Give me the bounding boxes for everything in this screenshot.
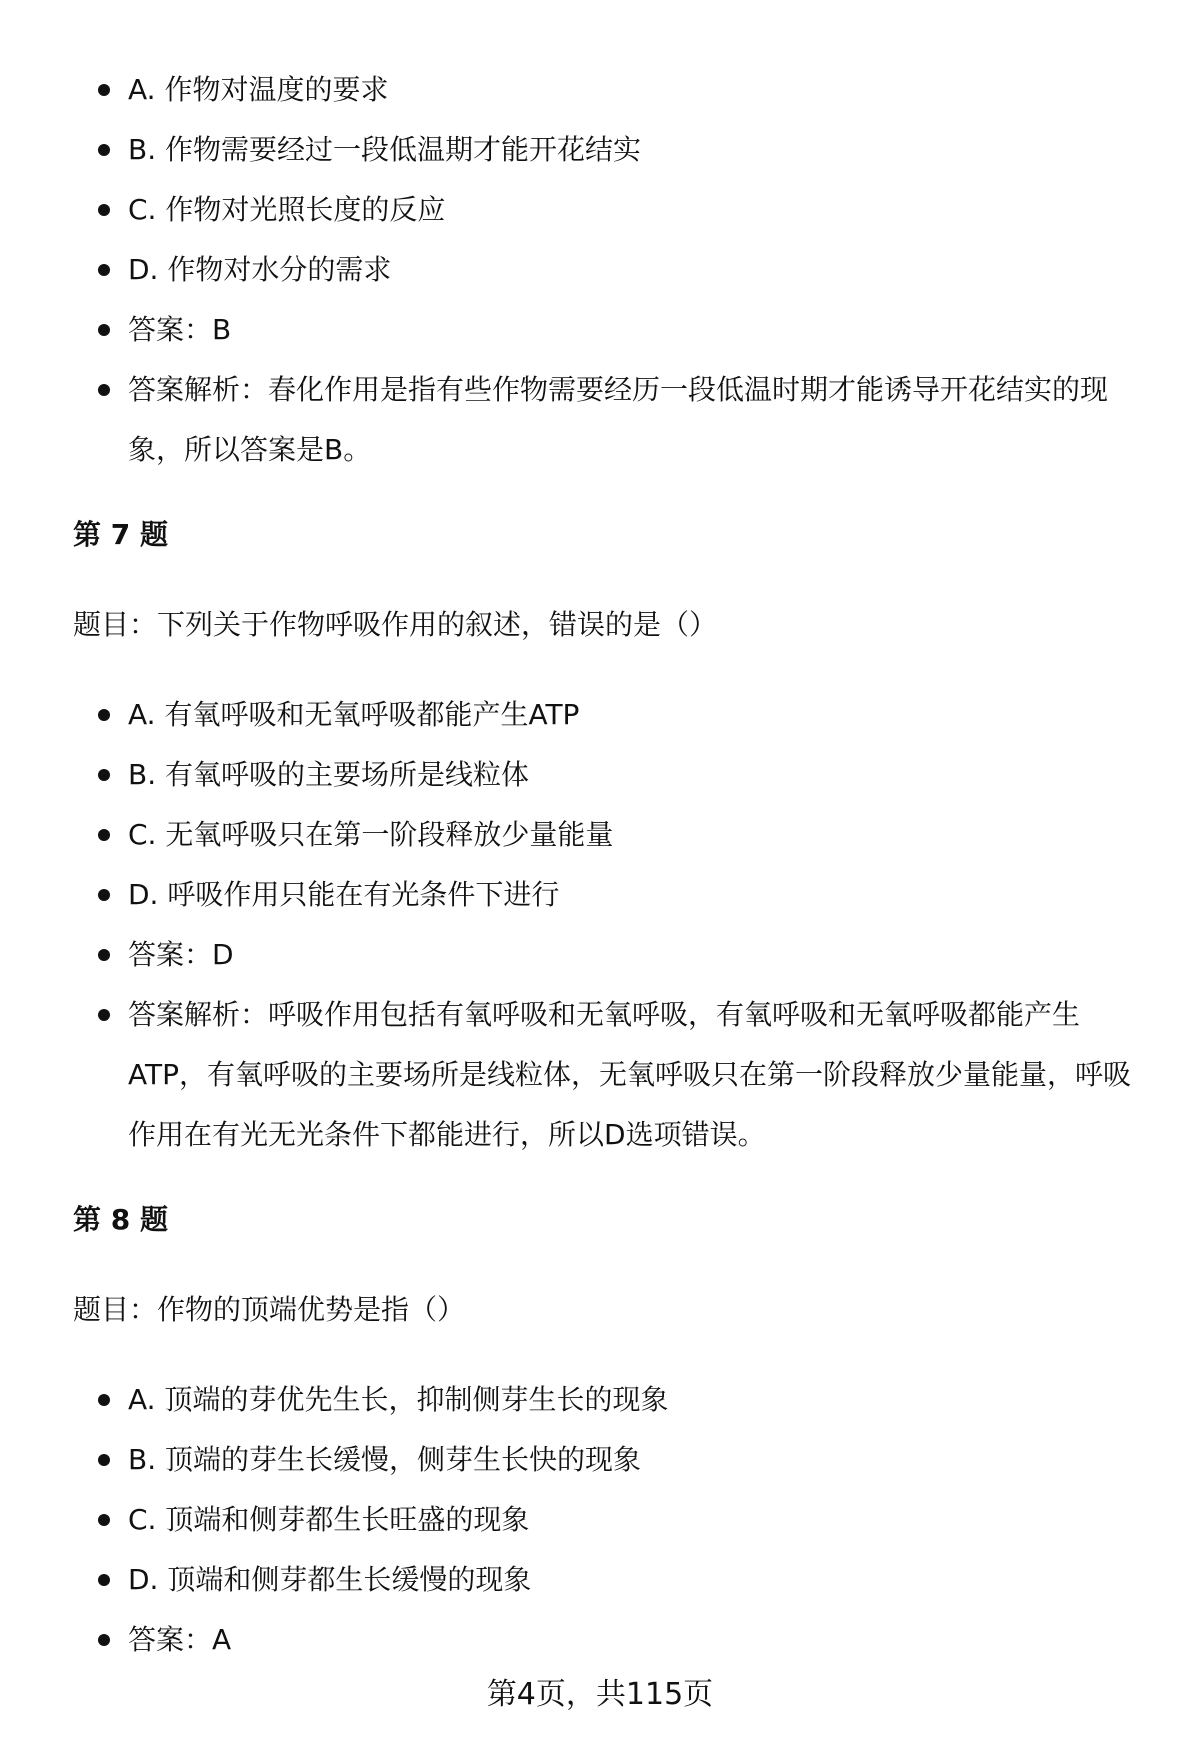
answer: 答案：D — [0, 925, 1200, 985]
option-c: C. 顶端和侧芽都生长旺盛的现象 — [0, 1490, 1200, 1550]
answer: 答案：A — [0, 1610, 1200, 1670]
option-a: A. 顶端的芽优先生长，抑制侧芽生长的现象 — [0, 1370, 1200, 1430]
question-6-options — [0, 60, 1200, 480]
question-8-options — [0, 1370, 1200, 1670]
answer-explanation: 答案解析：春化作用是指有些作物需要经历一段低温时期才能诱导开花结实的现象，所以答案是B。 — [0, 360, 1200, 480]
question-7-heading: 第 7 题 — [73, 518, 168, 551]
option-b: B. 作物需要经过一段低温期才能开花结实 — [0, 120, 1200, 180]
page-footer: 第4页，共115页 — [486, 1677, 714, 1712]
option-a: A. 作物对温度的要求 — [0, 60, 1200, 120]
answer-explanation: 答案解析：呼吸作用包括有氧呼吸和无氧呼吸，有氧呼吸和无氧呼吸都能产生ATP，有氧呼吸的主要场所是线粒体，无氧呼吸只在第一阶段释放少量能量，呼吸作用在有光无光条件下都能进行，所以D选项错误。 — [0, 985, 1200, 1165]
option-d: D. 顶端和侧芽都生长缓慢的现象 — [0, 1550, 1200, 1610]
option-b: B. 顶端的芽生长缓慢，侧芽生长快的现象 — [0, 1430, 1200, 1490]
option-d: D. 作物对水分的需求 — [0, 240, 1200, 300]
question-8-text: 题目：作物的顶端优势是指（） — [73, 1293, 466, 1326]
question-8-heading: 第 8 题 — [73, 1203, 168, 1236]
answer: 答案：B — [0, 300, 1200, 360]
option-c: C. 作物对光照长度的反应 — [0, 180, 1200, 240]
option-c: C. 无氧呼吸只在第一阶段释放少量能量 — [0, 805, 1200, 865]
question-7-options — [0, 685, 1200, 1165]
question-7-text: 题目：下列关于作物呼吸作用的叙述，错误的是（） — [73, 608, 718, 641]
option-a: A. 有氧呼吸和无氧呼吸都能产生ATP — [0, 685, 1200, 745]
option-b: B. 有氧呼吸的主要场所是线粒体 — [0, 745, 1200, 805]
option-d: D. 呼吸作用只能在有光条件下进行 — [0, 865, 1200, 925]
question-7-block — [0, 685, 1200, 1165]
question-6-block — [0, 60, 1200, 480]
question-8-block — [0, 1370, 1200, 1670]
